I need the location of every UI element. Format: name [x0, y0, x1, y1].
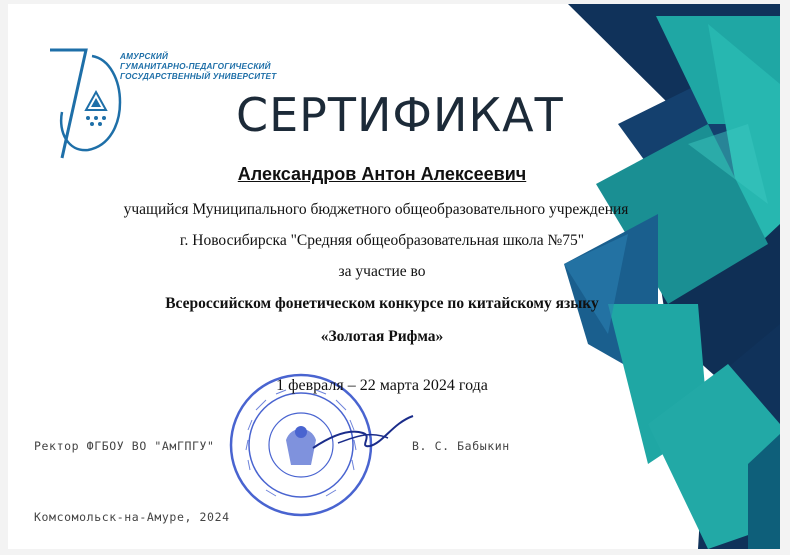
university-line-1: АМУРСКИЙ [120, 52, 169, 61]
logo-75-icon [48, 42, 128, 162]
recipient-name: Александров Антон Алексеевич [237, 164, 527, 184]
university-name [120, 52, 276, 82]
school-line-2: г. Новосибирска "Средняя общеобразовательная школа №75" [179, 232, 585, 249]
university-line-2: ГУМАНИТАРНО-ПЕДАГОГИЧЕСКИЙ [120, 62, 271, 71]
signature-mark [308, 408, 418, 458]
city-year: Комсомольск-на-Амуре, 2024 [34, 510, 230, 524]
signer-title: Ректор ФГБОУ ВО "АмГПГУ" [34, 439, 215, 453]
contest-dates: 1 февраля – 22 марта 2024 года [276, 377, 488, 394]
contest-name: «Золотая Рифма» [320, 328, 444, 345]
signer-name: В. С. Бабыкин [412, 439, 510, 453]
certificate-title: СЕРТИФИКАТ [236, 88, 564, 142]
contest-title: Всероссийском фонетическом конкурсе по китайскому языку [165, 295, 599, 312]
school-line-1: учащийся Муниципального бюджетного общеобразовательного учреждения [123, 201, 629, 218]
university-line-3: ГОСУДАРСТВЕННЫЙ УНИВЕРСИТЕТ [120, 72, 277, 81]
certificate-page [8, 4, 780, 549]
participation-text: за участие во [338, 263, 426, 280]
